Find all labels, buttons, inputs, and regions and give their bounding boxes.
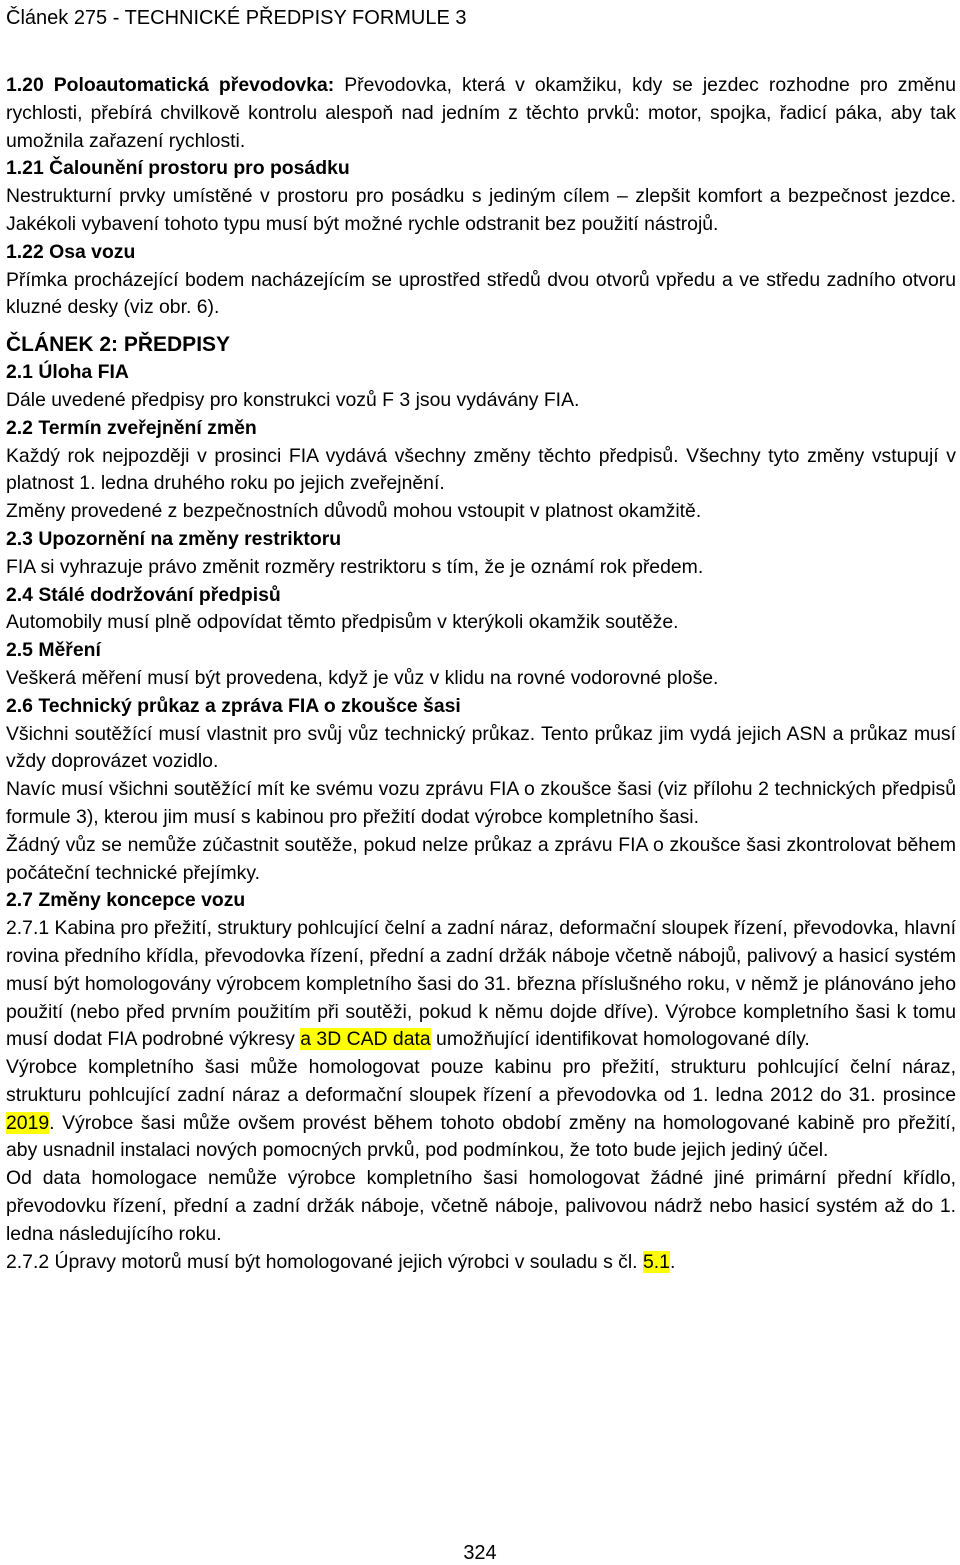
section-2-7-1-text-a: 2.7.1 Kabina pro přežití, struktury pohlcující čelní a zadní náraz, deformační sloupek řízení, převodovka, hlavní rovina předního křídla, převodovka řízení, přední a zadní držák náboje včetně nábojů, palivový a hasicí systém musí být homologovány výrobcem kompletního šasi do 31. března příslušného roku, v němž je plánováno jeho použití (nebo před prvním použitím při soutěži, pokud k němu dojde dříve). Výrobce kompletního šasi k tomu musí dodat FIA podrobné výkresy bbox=[6, 917, 956, 1051]
section-2-3-heading: 2.3 Upozornění na změny restriktoru bbox=[6, 527, 342, 550]
section-1-20-heading: 1.20 Poloautomatická převodovka: bbox=[6, 74, 335, 96]
section-2-7-restriction-text: Od data homologace nemůže výrobce kompletního šasi homologovat žádné jiné primární přední křídlo, převodovku řízení, přední a zadní držák náboje, včetně náboje, palivovou nádrž nebo hasicí systém až do 1. ledna následujícího roku. bbox=[6, 1167, 956, 1245]
section-2-7-heading: 2.7 Změny koncepce vozu bbox=[6, 889, 246, 912]
section-1-21-heading: 1.21 Čalounění prostoru pro posádku bbox=[6, 157, 350, 180]
section-2-2-heading: 2.2 Termín zveřejnění změn bbox=[6, 416, 257, 439]
section-2-4-text: Automobily musí plně odpovídat těmto předpisům v kterýkoli okamžik soutěže. bbox=[6, 611, 679, 634]
section-2-7-1-text bbox=[6, 915, 956, 1054]
section-2-5-heading: 2.5 Měření bbox=[6, 639, 101, 662]
section-1-22-text: Přímka procházející bodem nacházejícím se uprostřed středů dvou otvorů vpředu a ve středu zadního otvoru kluzné desky (viz obr. 6). bbox=[6, 268, 956, 319]
section-2-2-text-2: Změny provedené z bezpečnostních důvodů mohou vstoupit v platnost okamžitě. bbox=[6, 500, 702, 523]
section-2-7-1-text-b: umožňující identifikovat homologované díly. bbox=[430, 1028, 810, 1051]
article-2-heading: ČLÁNEK 2: PŘEDPISY bbox=[6, 333, 231, 357]
highlight-article-ref: 5.1 bbox=[642, 1250, 670, 1273]
document-body bbox=[6, 72, 956, 1276]
section-1-20 bbox=[6, 72, 956, 155]
section-2-3-text: FIA si vyhrazuje právo změnit rozměry restriktoru s tím, že je oznámí rok předem. bbox=[6, 555, 704, 578]
section-2-7-2-text bbox=[6, 1249, 956, 1277]
section-2-6-text-2: Navíc musí všichni soutěžící mít ke svému vozu zprávu FIA o zkoušce šasi (viz přílohu 2 technických předpisů formule 3), kterou jim musí s kabinou pro přežití dodat výrobce kompletního šasi. bbox=[6, 778, 956, 828]
page-header-title: Článek 275 - TECHNICKÉ PŘEDPISY FORMULE 3 bbox=[6, 7, 467, 29]
section-2-1-heading: 2.1 Úloha FIA bbox=[6, 361, 129, 384]
highlight-3d-cad-data: a 3D CAD data bbox=[300, 1028, 431, 1051]
section-2-7-homologation-text-b: . Výrobce šasi může ovšem provést během tohoto období změny na homologované kabině pro přežití, aby usnadnil instalaci nových pomocných prvků, pod podmínkou, že toto bude jejich jediný účel. bbox=[6, 1111, 956, 1162]
section-2-7-2-text-a: 2.7.2 Úpravy motorů musí být homologované jejich výrobci v souladu s čl. bbox=[6, 1250, 643, 1273]
page-number: 324 bbox=[463, 1542, 497, 1564]
section-1-22-heading: 1.22 Osa vozu bbox=[6, 240, 136, 263]
section-1-21-text: Nestrukturní prvky umístěné v prostoru pro posádku s jediným cílem – zlepšit komfort a bezpečnost jezdce. Jakékoli vybavení tohoto typu musí být možné rychle odstranit bez použití nástrojů. bbox=[6, 185, 956, 235]
section-2-1-text: Dále uvedené předpisy pro konstrukci vozů F 3 jsou vydávány FIA. bbox=[6, 388, 580, 411]
section-2-6-text-1: Všichni soutěžící musí vlastnit pro svůj vůz technický průkaz. Tento průkaz jim vydá jejich ASN a průkaz musí vždy doprovázet vozidlo. bbox=[6, 722, 956, 773]
section-2-6-heading: 2.6 Technický průkaz a zpráva FIA o zkoušce šasi bbox=[6, 694, 461, 717]
section-2-7-2-text-b: . bbox=[669, 1250, 676, 1273]
section-2-7-homologation-text bbox=[6, 1054, 956, 1165]
section-2-4-heading: 2.4 Stálé dodržování předpisů bbox=[6, 583, 281, 606]
section-2-7-homologation-text-a: Výrobce kompletního šasi může homologovat pouze kabinu pro přežití, strukturu pohlcující čelní náraz, strukturu pohlcující zadní náraz a deformační sloupek řízení a převodovka od 1. ledna 2012 do 31. prosince bbox=[6, 1056, 956, 1106]
highlight-year: 2019 bbox=[6, 1111, 50, 1134]
section-2-2-text-1: Každý rok nejpozději v prosinci FIA vydává všechny změny těchto předpisů. Všechny tyto změny vstupují v platnost 1. ledna druhého roku po jejich zveřejnění. bbox=[6, 444, 956, 495]
section-2-5-text: Veškerá měření musí být provedena, když je vůz v klidu na rovné vodorovné ploše. bbox=[6, 666, 719, 689]
section-1-20-text: Převodovka, která v okamžiku, kdy se jezdec rozhodne pro změnu rychlosti, přebírá chvilkově kontrolu alespoň nad jedním z těchto prvků: motor, spojka, řadicí páka, aby tak umožnila zařazení rychlosti. bbox=[6, 74, 956, 152]
section-2-6-text-3: Žádný vůz se nemůže zúčastnit soutěže, pokud nelze průkaz a zprávu FIA o zkoušce šasi zkontrolovat během počáteční technické přejímky. bbox=[6, 833, 956, 884]
